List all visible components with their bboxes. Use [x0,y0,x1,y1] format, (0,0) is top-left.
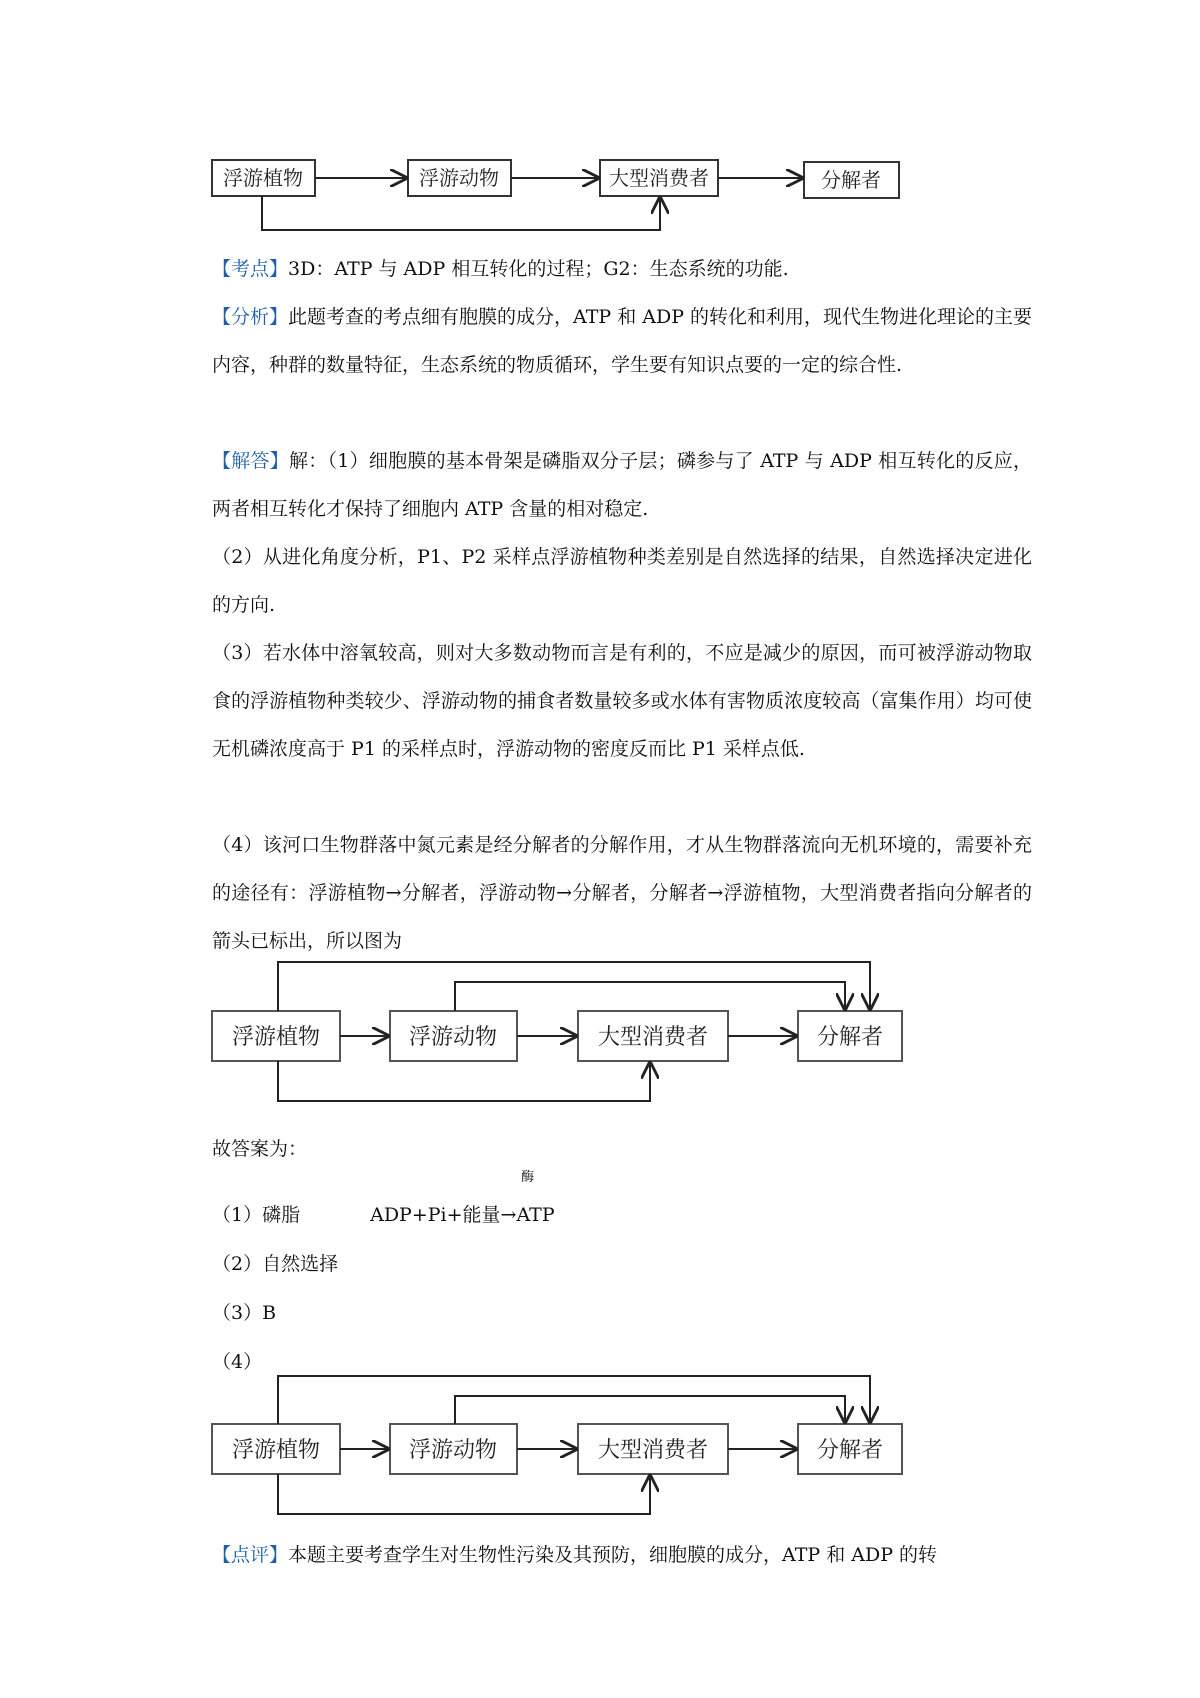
answers-intro: 故答案为： [212,1138,308,1160]
label-zooplankton: 浮游动物 [419,166,499,190]
enzyme-arrow [500,1170,555,1239]
dianping-paragraph [212,1531,1032,1579]
label-large-consumer: 大型消费者 [597,1438,709,1463]
dianping-tag: 【点评】 [212,1544,289,1566]
label-decomposer: 分解者 [816,1438,884,1463]
label-decomposer: 分解者 [816,1025,884,1050]
label-phytoplankton: 浮游植物 [231,1025,321,1050]
answer-2: （2）自然选择 [212,1253,339,1275]
fenxi-tag: 【分析】 [212,306,289,328]
jieda-text-1: 解：（1）细胞膜的基本骨架是磷脂双分子层；磷参与了 ATP 与 ADP 相互转化的反应，两者相互转化才保持了细胞内 ATP 含量的相对稳定. [212,450,1032,520]
jieda-paragraph-3: （3）若水体中溶氧较高，则对大多数动物而言是有利的，不应是减少的原因，而可被浮游动物取食的浮游植物种类较少、浮游动物的捕食者数量较多或水体有害物质浓度较高（富集作用）均可使无机磷浓度高于 P1 的采样点时，浮游动物的密度反而比 P1 采样点低. [212,642,1032,760]
food-chain-diagram-completed [212,962,902,1101]
label-zooplankton: 浮游动物 [408,1025,498,1050]
arrow-phyto-to-decomposer [278,962,870,1011]
dianping-text: 本题主要考查学生对生物性污染及其预防，细胞膜的成分，ATP 和 ADP 的转 [288,1544,938,1566]
arrow-zoo-to-decomposer [455,1396,845,1424]
food-chain-diagram-original [212,160,899,230]
food-chain-diagram-answer [212,1376,902,1514]
answer-3: （3）B [212,1302,277,1324]
answer-1-label: （1）磷脂 [212,1204,301,1226]
arrow-phyto-to-consumer [278,1474,650,1514]
label-phytoplankton: 浮游植物 [223,166,303,190]
fenxi-paragraph [212,293,1032,389]
label-zooplankton: 浮游动物 [408,1438,498,1463]
answer-1-arrow: →ATP [500,1204,555,1226]
kaodian-tag: 【考点】 [212,258,289,280]
answer-4: （4） [212,1351,263,1373]
label-large-consumer: 大型消费者 [597,1025,709,1050]
kaodian-paragraph [212,245,1032,293]
label-large-consumer: 大型消费者 [609,166,709,190]
answer-1-formula: ADP+Pi+能量 [370,1204,501,1226]
jieda-paragraph-4: （4）该河口生物群落中氮元素是经分解者的分解作用，才从生物群落流向无机环境的，需要补充的途径有：浮游植物→分解者，浮游动物→分解者，分解者→浮游植物，大型消费者指向分解者的箭头已标出，所以图为 [212,834,1032,952]
label-phytoplankton: 浮游植物 [231,1438,321,1463]
arrow-phyto-to-consumer [278,1061,650,1101]
label-decomposer: 分解者 [821,168,881,192]
jieda-paragraph-1 [212,437,1032,533]
enzyme-label: 酶 [521,1170,535,1185]
arrow-zoo-to-decomposer [455,982,845,1011]
jieda-tag: 【解答】 [212,450,290,472]
answer-1 [212,1170,1032,1239]
fenxi-text: 此题考查的考点细有胞膜的成分，ATP 和 ADP 的转化和利用，现代生物进化理论的主要内容，种群的数量特征，生态系统的物质循环，学生要有知识点要的一定的综合性. [212,306,1033,376]
kaodian-text: 3D：ATP 与 ADP 相互转化的过程；G2：生态系统的功能. [288,258,789,280]
arrow-phyto-to-consumer [262,196,660,230]
jieda-paragraph-2: （2）从进化角度分析，P1、P2 采样点浮游植物种类差别是自然选择的结果，自然选择决定进化的方向. [212,546,1032,616]
